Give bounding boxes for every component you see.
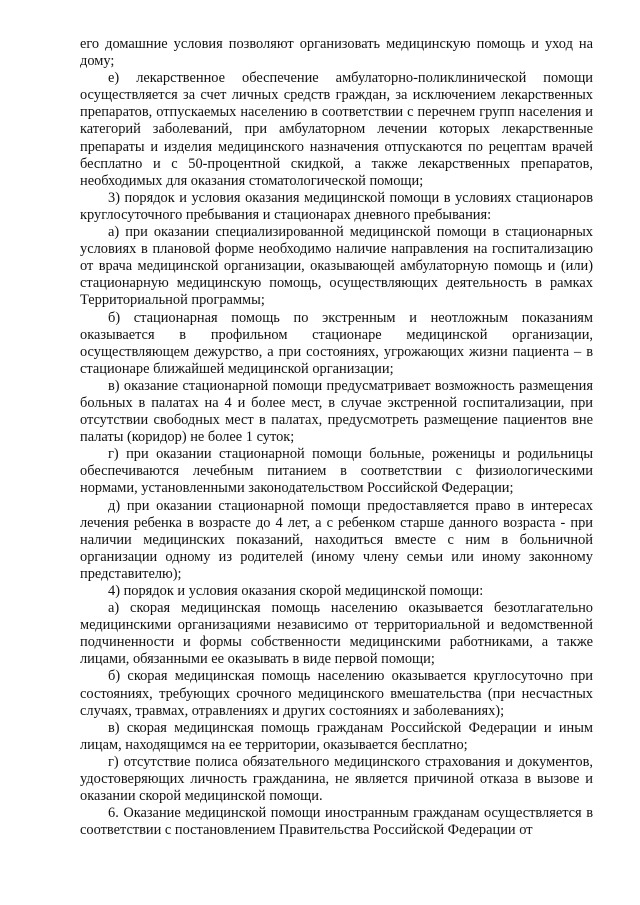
paragraph-item-b-emergency-inpatient: б) стационарная помощь по экстренным и неотложным показаниям оказывается в профильном стационаре медицинской организации, осуществляющем дежурство, а при состояниях, угрожающих жизни пациента – в стационаре ближайшей медицинской организации; (80, 309, 593, 377)
paragraph-item-d-parent-stay: д) при оказании стационарной помощи предоставляется право в интересах лечения ребенка в возрасте до 4 лет, а с ребенком старше данного возраста - при наличии медицинских показаний, находиться вместе с ним в больничной организации одному из родителей (иному члену семьи или иному законному представителю); (80, 497, 593, 582)
paragraph-item-a-emergency-provision: а) скорая медицинская помощь населению оказывается безотлагательно медицинскими организациями независимо от территориальной и ведомственной подчиненности и формы собственности медицинскими работниками, а также лицами, обязанными ее оказывать в виде первой помощи; (80, 600, 593, 668)
paragraph-item-g-no-policy: г) отсутствие полиса обязательного медицинского страхования и документов, удостоверяющих личность гражданина, не является причиной отказа в вызове и оказании скорой медицинской помощи. (80, 753, 593, 805)
paragraph-section-6-foreign-citizens: 6. Оказание медицинской помощи иностранным гражданам осуществляется в соответствии с постановлением Правительства Российской Федерации от (80, 805, 593, 839)
paragraph-item-v-ward-placement: в) оказание стационарной помощи предусматривает возможность размещения больных в палатах на 4 и более мест, в случае экстренной госпитализации, при отсутствии свободных мест в палатах, предусмотреть размещение пациентов вне палаты (коридор) не более 1 суток; (80, 377, 593, 446)
document-page (80, 36, 593, 839)
paragraph-section-3-inpatient-care: 3) порядок и условия оказания медицинской помощи в условиях стационаров круглосуточного пребывания и стационарах дневного пребывания: (80, 189, 593, 223)
paragraph-item-a-planned-hospitalization: а) при оказании специализированной медицинской помощи в стационарных условиях в плановой форме необходимо наличие направления на госпитализацию от врача медицинской организации, оказывающей амбулаторную помощь и (или) стационарную медицинскую помощь, осуществляющих деятельность в рамках Территориальной программы; (80, 224, 593, 309)
paragraph-section-4-emergency-care: 4) порядок и условия оказания скорой медицинской помощи: (108, 583, 484, 599)
paragraph-item-v-free-of-charge: в) скорая медицинская помощь гражданам Российской Федерации и иным лицам, находящимся на ее территории, оказывается бесплатно; (80, 719, 593, 753)
paragraph-item-e-drug-provision: е) лекарственное обеспечение амбулаторно-поликлинической помощи осуществляется за счет личных средств граждан, за исключением лекарственных препаратов, отпускаемых населению в соответствии с перечнем групп населения и категорий заболеваний, при амбулаторном лечении которых лекарственные препараты и изделия медицинского назначения отпускаются по рецептам врачей бесплатно и с 50-процентной скидкой, а также лекарственных препаратов, необходимых для оказания стоматологической помощи; (80, 70, 593, 189)
paragraph-item-b-round-the-clock: б) скорая медицинская помощь населению оказывается круглосуточно при состояниях, требующих срочного медицинского вмешательства (при несчастных случаях, травмах, отравлениях и других состояниях и заболеваниях); (80, 668, 593, 719)
paragraph-home-care-continuation: его домашние условия позволяют организовать медицинскую помощь и уход на дому; (80, 36, 593, 70)
paragraph-item-g-therapeutic-nutrition: г) при оказании стационарной помощи больные, роженицы и родильницы обеспечиваются лечебным питанием в соответствии с физиологическими нормами, установленными законодательством Российской Федерации; (80, 446, 593, 497)
